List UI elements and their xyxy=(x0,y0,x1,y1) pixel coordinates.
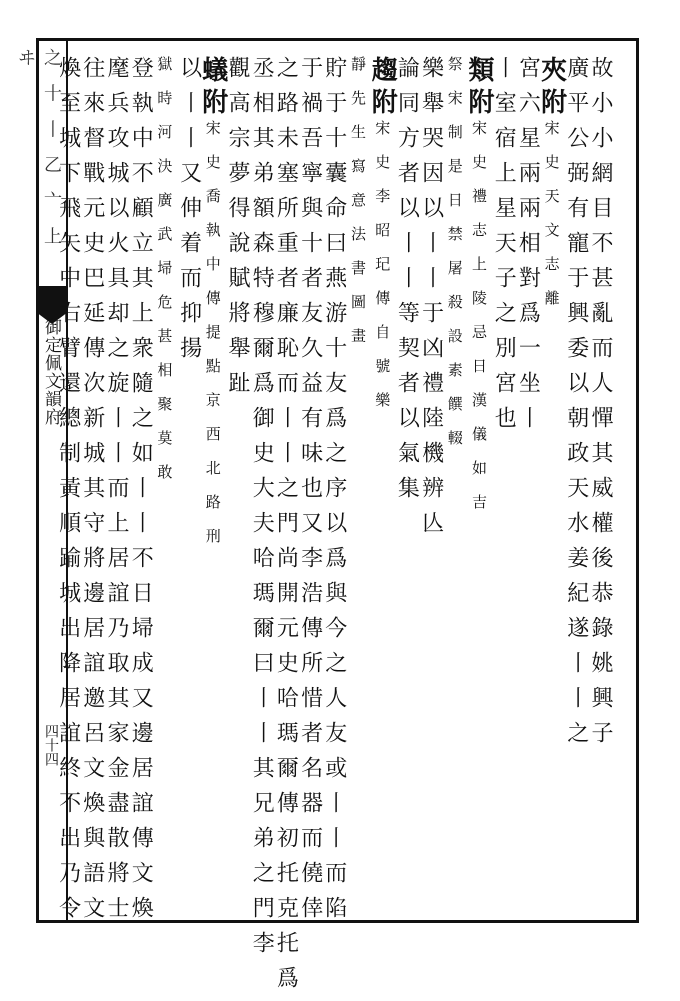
text-column xyxy=(152,56,176,916)
main-text: 廣平公弼有寵于興委以朝政天水姜紀遂丨丨之 xyxy=(563,56,589,756)
text-column xyxy=(394,56,418,916)
commentary-text: 靜先生寫意法書圖畫 xyxy=(349,56,367,362)
spine-book-title: 御定佩文韻府 xyxy=(41,318,61,426)
text-column xyxy=(491,56,515,916)
text-column xyxy=(297,56,323,931)
main-text: 觀高宗夢得說賦將舉趾 xyxy=(225,56,250,406)
text-column xyxy=(225,56,249,916)
main-text: 于禍吾寧與十者友久益有味也又李浩傳所惜者名器而僥倖 xyxy=(297,56,323,931)
right-border-rule xyxy=(636,38,639,923)
text-column xyxy=(367,56,398,916)
text-column xyxy=(536,56,567,916)
main-text: 丨室宿上星天子之別宮也 xyxy=(491,56,517,441)
text-column xyxy=(197,56,228,916)
text-column xyxy=(104,56,129,931)
commentary-text: 宋史天文志離 xyxy=(542,120,561,324)
commentary-text: 宋史喬執中傳提點京西北路刑 xyxy=(203,120,222,562)
main-text: 登執中不顧立其上衆隨之如丨丨不日埽成又邊居誼傳文煥 xyxy=(128,56,154,931)
entry-heading: 類附 xyxy=(464,56,494,120)
text-column xyxy=(55,56,81,931)
text-column xyxy=(79,56,105,931)
text-column xyxy=(588,56,612,916)
main-text: 丞相其弟額森特穆爾爲御史大夫哈瑪爾曰丨丨其兄弟之門李 xyxy=(249,56,275,966)
commentary-text: 宋史禮志上陵忌日漢儀如吉 xyxy=(470,120,488,528)
text-column xyxy=(128,56,154,931)
text-column xyxy=(346,56,370,916)
folio-number: 四十四 xyxy=(43,724,59,766)
main-text: 樂舉哭因以丨丨于凶禮陸機辨亾 xyxy=(418,56,444,546)
main-text: 煥至城下飛矢中右臂還總制黃順踰城出降居誼終不出乃令 xyxy=(55,56,81,931)
main-text: 往來督戰元史巴延傳次新城其守將邊居誼邀呂文煥與語文 xyxy=(79,56,105,931)
main-text: 之路未塞所重者廉恥而丨丨之門尚開元史哈瑪爾傳初托克托爲 xyxy=(273,56,299,1001)
commentary-text: 宋史李昭玘傳自號樂 xyxy=(373,120,392,426)
main-text: 貯于十囊命曰燕游十友爲之序以爲與今之人友或丨丨而陷 xyxy=(321,56,347,931)
text-column xyxy=(249,56,275,966)
main-text: 論同方者以丨丨等契者以氣集 xyxy=(394,56,420,511)
text-column xyxy=(419,56,443,916)
main-text: 故小小網目不甚亂而人憚其威權後恭錄姚興子 xyxy=(588,56,613,756)
commentary-text: 獄時河決廣武埽危甚相聚莫敢 xyxy=(155,56,174,498)
text-column xyxy=(321,56,347,931)
text-column xyxy=(464,56,494,916)
text-column xyxy=(564,56,588,916)
top-border-rule xyxy=(36,38,636,41)
entry-heading: 趨附 xyxy=(367,56,398,120)
text-column xyxy=(273,56,299,1001)
commentary-text: 祭宋制是日禁屠殺設素饌輟 xyxy=(445,56,464,464)
margin-fragment-text: 之 十 丨 乙 亠 上 ヰ xyxy=(15,48,62,251)
text-column xyxy=(443,56,467,916)
text-column xyxy=(515,56,539,916)
main-text: 以丨丨又伸着而抑揚 xyxy=(176,56,202,371)
main-text: 宮六星兩兩相對爲一坐丨 xyxy=(515,56,541,441)
main-text: 麾兵攻城以火具却之旋丨丨而上居誼乃取其家金盡散將士 xyxy=(104,56,129,931)
entry-heading: 夾附 xyxy=(536,56,567,120)
entry-heading: 蟻附 xyxy=(197,56,228,120)
text-column xyxy=(177,56,201,916)
